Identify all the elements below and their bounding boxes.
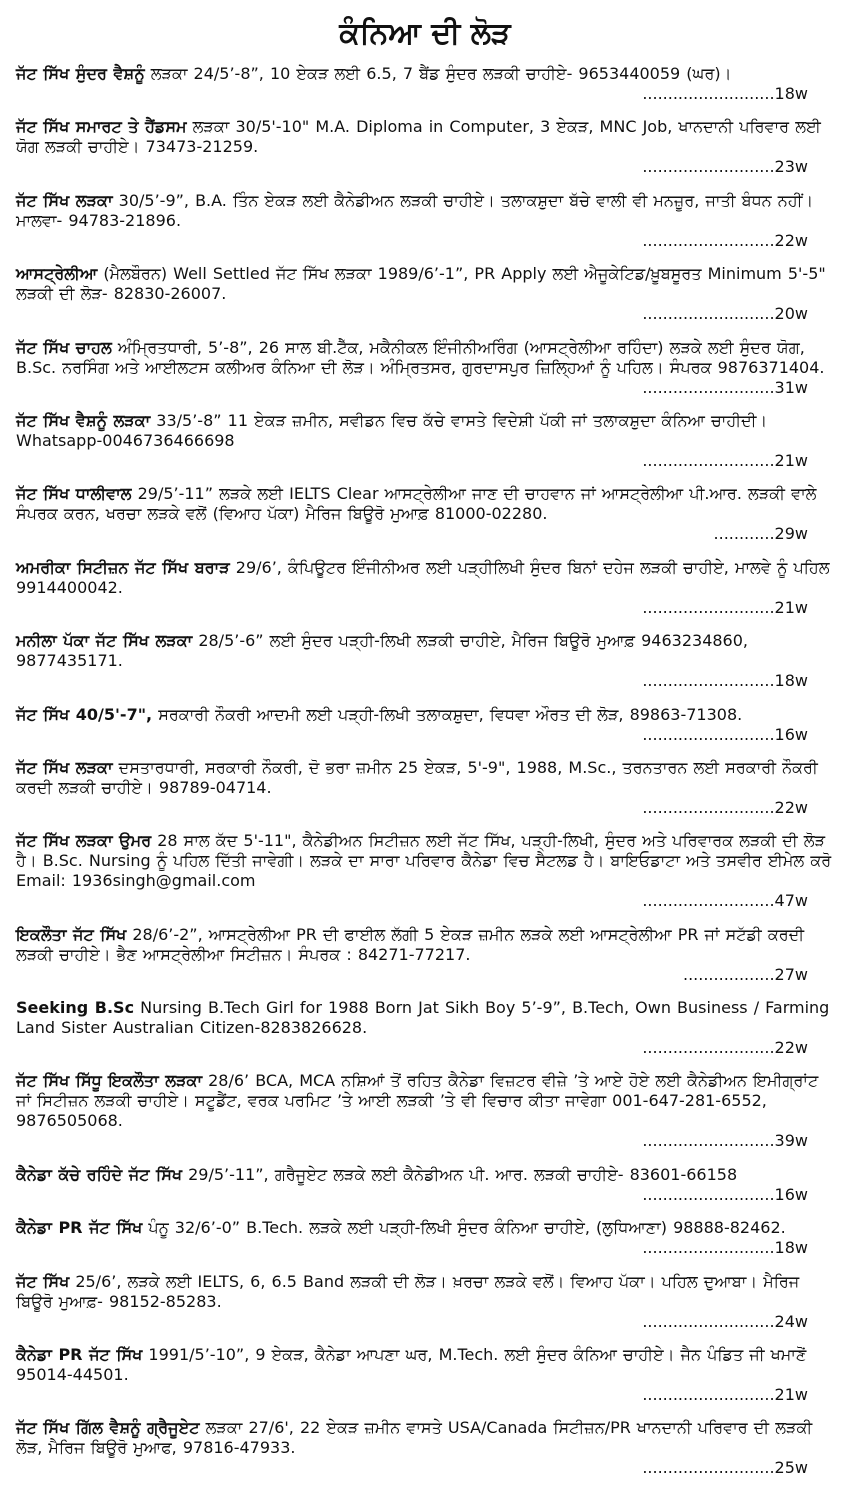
ad-heading: ਜੱਟ ਸਿੱਖ ਲੜਕਾ <box>16 190 113 210</box>
ad-heading: ਜੱਟ ਸਿੱਖ ਸੁੰਦਰ ਵੈਸ਼ਨੂੰ <box>16 64 145 83</box>
ad-text: ਦਸਤਾਰਧਾਰੀ, ਸਰਕਾਰੀ ਨੌਕਰੀ, ਦੋ ਭਰਾ ਜ਼ਮੀਨ 25 ਏਕੜ, 5'-9", 1988, M.Sc., ਤਰਨਤਾਰਨ ਲਈ ਸਰਕਾਰੀ ਨੌਕਰੀ ਕਰਦੀ ਲੜਕੀ ਚਾਹੀਏ। 98789-04714. <box>16 757 818 797</box>
ad-text: 28/5’-6” ਲਈ ਸੁੰਦਰ ਪੜ੍ਹੀ-ਲਿਖੀ ਲੜਕੀ ਚਾਹੀਏ, ਮੈਰਿਜ ਬਿਊਰੋ ਮੁਆਫ਼ 9463234860, 9877435171. <box>16 631 748 671</box>
ad-word-count: ..........................21w <box>642 1385 808 1405</box>
ad-text: ਲੜਕਾ 24/5’-8”, 10 ਏਕੜ ਲਈ 6.5, 7 ਬੈਂਡ ਸੁੰਦਰ ਲੜਕੀ ਚਾਹੀਏ- 9653440059 (ਘਰ)। <box>144 64 732 83</box>
ad-text: 28 ਸਾਲ ਕੱਦ 5'-11", ਕੈਨੇਡੀਅਨ ਸਿਟੀਜ਼ਨ ਲਈ ਜੱਟ ਸਿੱਖ, ਪੜ੍ਹੀ-ਲਿਖੀ, ਸੁੰਦਰ ਅਤੇ ਪਰਿਵਾਰਕ ਲੜਕੀ ਦੀ ਲੋੜ ਹੈ। B.Sc. Nursing ਨੂੰ ਪਹਿਲ ਦਿੱਤੀ ਜਾਵੇਗੀ। ਲੜਕੇ ਦਾ ਸਾਰਾ ਪਰਿਵਾਰ ਕੈਨੇਡਾ ਵਿਚ ਸੈਟਲਡ ਹੈ। ਬਾਇਓਡਾਟਾ ਅਤੇ ਤਸਵੀਰ ਈਮੇਲ ਕਰੋ Email: 1936singh@gmail.com <box>16 831 832 891</box>
ad-text: 29/5’-11” ਲੜਕੇ ਲਈ IELTS Clear ਆਸਟ੍ਰੇਲੀਆ ਜਾਣ ਦੀ ਚਾਹਵਾਨ ਜਾਂ ਆਸਟ੍ਰੇਲੀਆ ਪੀ.ਆਰ. ਲੜਕੀ ਵਾਲੇ ਸੰਪਰਕ ਕਰਨ, ਖਰਚਾ ਲੜਕੇ ਵਲੋਂ (ਵਿਆਹ ਪੱਕਾ) ਮੈਰਿਜ ਬਿਊਰੋ ਮੁਆਫ਼ 81000-02280. <box>16 484 817 524</box>
classified-ad <box>16 1071 834 1151</box>
classified-ad <box>16 831 834 911</box>
ad-text: (ਮੈਲਬੌਰਨ) Well Settled ਜੱਟ ਸਿੱਖ ਲੜਕਾ 1989/6’-1”, PR Apply ਲਈ ਐਜੂਕੇਟਿਡ/ਖ਼ੂਬਸੂਰਤ Minimum 5'-5" ਲੜਕੀ ਦੀ ਲੋੜ- 82830-26007. <box>16 264 826 304</box>
classified-ad <box>16 191 834 251</box>
ad-heading: ਕੈਨੇਡਾ PR ਜੱਟ ਸਿੱਖ <box>16 1345 143 1365</box>
ad-heading: ਜੱਟ ਸਿੱਖ ਸਮਾਰਟ ਤੇ ਹੈਂਡਸਮ <box>16 117 187 137</box>
page-title: ਕੰਨਿਆ ਦੀ ਲੋੜ <box>339 16 511 51</box>
ad-text: 29/5’-11”, ਗਰੈਜੂਏਟ ਲੜਕੇ ਲਈ ਕੈਨੇਡੀਅਨ ਪੀ. ਆਰ. ਲੜਕੀ ਚਾਹੀਏ- 83601-66158 <box>182 1164 738 1184</box>
ad-word-count: ..........................22w <box>642 230 808 250</box>
ad-separator <box>16 471 834 484</box>
ad-text: ਸਰਕਾਰੀ ਨੌਕਰੀ ਆਦਮੀ ਲਈ ਪੜ੍ਹੀ-ਲਿਖੀ ਤਲਾਕਸ਼ੁਦਾ, ਵਿਧਵਾ ਔਰਤ ਦੀ ਲੋੜ, 89863-71308. <box>152 704 743 724</box>
ad-text: ਲੜਕਾ 27/6', 22 ਏਕੜ ਜ਼ਮੀਨ ਵਾਸਤੇ USA/Canada ਸਿਟੀਜ਼ਨ/PR ਖਾਨਦਾਨੀ ਪਰਿਵਾਰ ਦੀ ਲੜਕੀ ਲੋੜ, ਮੈਰਿਜ ਬਿਊਰੋ ਮੁਆਫ, 97816-47933. <box>16 1418 813 1458</box>
ad-heading: ਜੱਟ ਸਿੱਖ ਧਾਲੀਵਾਲ <box>16 484 132 504</box>
ad-heading: Seeking B.Sc <box>16 998 135 1018</box>
ad-word-count: ..................27w <box>683 964 808 984</box>
ad-text: 33/5’-8” 11 ਏਕੜ ਜ਼ਮੀਨ, ਸਵੀਡਨ ਵਿਚ ਕੱਚੇ ਵਾਸਤੇ ਵਿਦੇਸ਼ੀ ਪੱਕੀ ਜਾਂ ਤਲਾਕਸ਼ੁਦਾ ਕੰਨਿਆ ਚਾਹੀਦੀ। Whatsapp-0046736466698 <box>16 410 768 450</box>
ad-word-count: ..........................18w <box>642 1238 808 1258</box>
ad-heading: ਜੱਟ ਸਿੱਖ ਲੜਕਾ <box>16 757 113 777</box>
classified-ad <box>16 338 834 398</box>
ad-heading: ਮਨੀਲਾ ਪੱਕਾ ਜੱਟ ਸਿੱਖ ਲੜਕਾ <box>16 631 193 651</box>
ad-separator <box>16 104 834 117</box>
ad-heading: ਅਮਰੀਕਾ ਸਿਟੀਜ਼ਨ ਜੱਟ ਸਿੱਖ ਬਰਾੜ <box>16 557 230 577</box>
ad-separator <box>16 324 834 337</box>
ad-text: 28/6’-2”, ਆਸਟ੍ਰੇਲੀਆ PR ਦੀ ਫਾਈਲ ਲੱਗੀ 5 ਏਕੜ ਜ਼ਮੀਨ ਲੜਕੇ ਲਈ ਆਸਟ੍ਰੇਲੀਆ PR ਜਾਂ ਸਟੱਡੀ ਕਰਦੀ ਲੜਕੀ ਚਾਹੀਏ। ਭੈਣ ਆਸਟ੍ਰੇਲੀਆ ਸਿਟੀਜ਼ਨ। ਸੰਪਰਕ : 84271-77217. <box>16 924 805 964</box>
ad-word-count: ..........................16w <box>642 724 808 744</box>
ad-heading: ਕੈਨੇਡਾ PR ਜੱਟ ਸਿੱਖ <box>16 1218 143 1238</box>
classified-ad <box>16 705 834 745</box>
ad-separator <box>16 985 834 998</box>
ad-word-count: ..........................21w <box>642 597 808 617</box>
classified-ad <box>16 411 834 471</box>
ad-separator <box>16 691 834 704</box>
ad-word-count: ..........................25w <box>642 1458 808 1478</box>
ad-word-count: ..........................47w <box>642 891 808 911</box>
ad-separator <box>16 1058 834 1071</box>
ad-heading: ਜੱਟ ਸਿੱਖ ਸਿੱਧੂ ਇਕਲੌਤਾ ਲੜਕਾ <box>16 1071 203 1091</box>
ad-separator <box>16 618 834 631</box>
ad-separator <box>16 911 834 924</box>
ad-heading: ਕੈਨੇਡਾ ਕੱਚੇ ਰਹਿੰਦੇ ਜੱਟ ਸਿੱਖ <box>16 1164 183 1184</box>
ad-separator <box>16 745 834 758</box>
ad-word-count: ..........................31w <box>642 377 808 397</box>
ad-text: 25/6’, ਲੜਕੇ ਲਈ IELTS, 6, 6.5 Band ਲੜਕੀ ਦੀ ਲੋੜ। ਖ਼ਰਚਾ ਲੜਕੇ ਵਲੋਂ। ਵਿਆਹ ਪੱਕਾ। ਪਹਿਲ ਦੁਆਬਾ। ਮੈਰਿਜ ਬਿਊਰੋ ਮੁਆਫ਼- 98152-85283. <box>16 1271 800 1311</box>
classified-ad <box>16 1218 834 1258</box>
ad-separator <box>16 177 834 190</box>
classified-ad <box>16 998 834 1058</box>
ad-heading: ਇਕਲੌਤਾ ਜੱਟ ਸਿੱਖ <box>16 924 127 944</box>
ad-heading: ਜੱਟ ਸਿੱਖ ਵੈਸ਼ਨੂੰ ਲੜਕਾ <box>16 410 151 430</box>
ad-separator <box>16 251 834 264</box>
ads-list <box>16 64 834 1478</box>
ad-word-count: ..........................18w <box>642 84 808 103</box>
ad-text: ਅੰਮ੍ਰਿਤਧਾਰੀ, 5’-8”, 26 ਸਾਲ ਬੀ.ਟੈੱਕ, ਮਕੈਨੀਕਲ ਇੰਜੀਨੀਅਰਿੰਗ (ਆਸਟ੍ਰੇਲੀਆ ਰਹਿੰਦਾ) ਲੜਕੇ ਲਈ ਸੁੰਦਰ ਯੋਗ, B.Sc. ਨਰਸਿੰਗ ਅਤੇ ਆਈਲਟਸ ਕਲੀਅਰ ਕੰਨਿਆ ਦੀ ਲੋੜ। ਅੰਮ੍ਰਿਤਸਰ, ਗੁਰਦਾਸਪੁਰ ਜ਼ਿਲ੍ਹਿਆਂ ਨੂੰ ਪਹਿਲ। ਸੰਪਰਕ 9876371404. <box>16 337 825 377</box>
ad-word-count: ..........................22w <box>642 797 808 817</box>
classified-ad <box>16 631 834 691</box>
ad-separator <box>16 818 834 831</box>
classified-ad <box>16 1165 834 1205</box>
ad-word-count: ..........................16w <box>642 1184 808 1204</box>
ad-separator <box>16 398 834 411</box>
ad-separator <box>16 544 834 557</box>
ad-text: 29/6’, ਕੰਪਿਊਟਰ ਇੰਜੀਨੀਅਰ ਲਈ ਪੜ੍ਹੀਲਿਖੀ ਸੁੰਦਰ ਬਿਨਾਂ ਦਹੇਜ ਲੜਕੀ ਚਾਹੀਏ, ਮਾਲਵੇ ਨੂੰ ਪਹਿਲ 9914400042. <box>16 557 830 597</box>
ad-word-count: ..........................18w <box>642 671 808 691</box>
ad-word-count: ..........................20w <box>642 304 808 324</box>
ad-text: Nursing B.Tech Girl for 1988 Born Jat Sikh Boy 5’-9”, B.Tech, Own Business / Farming Land Sister Australian Citizen-8283826628. <box>16 998 830 1038</box>
ad-word-count: ..........................22w <box>642 1038 808 1058</box>
classified-ad <box>16 64 834 104</box>
classified-ad <box>16 758 834 818</box>
ad-heading: ਜੱਟ ਸਿੱਖ ਚਾਹਲ <box>16 337 112 357</box>
ad-text: 30/5’-9”, B.A. ਤਿੰਨ ਏਕੜ ਲਈ ਕੈਨੇਡੀਅਨ ਲੜਕੀ ਚਾਹੀਏ। ਤਲਾਕਸ਼ੁਦਾ ਬੱਚੇ ਵਾਲੀ ਵੀ ਮਨਜ਼ੂਰ, ਜਾਤੀ ਬੰਧਨ ਨਹੀਂ। ਮਾਲਵਾ- 94783-21896. <box>16 190 814 230</box>
ad-heading: ਜੱਟ ਸਿੱਖ ਲੜਕਾ ਉਮਰ <box>16 831 152 851</box>
ad-word-count: ..........................23w <box>642 157 808 177</box>
ad-text: ਪੰਨੂ 32/6’-0” B.Tech. ਲੜਕੇ ਲਈ ਪੜ੍ਹੀ-ਲਿਖੀ ਸੁੰਦਰ ਕੰਨਿਆ ਚਾਹੀਏ, (ਲੁਧਿਆਣਾ) 98888-82462. <box>142 1218 786 1238</box>
ad-heading: ਆਸਟ੍ਰੇਲੀਆ <box>16 264 98 284</box>
ad-text: 1991/5’-10”, 9 ਏਕੜ, ਕੈਨੇਡਾ ਆਪਣਾ ਘਰ, M.Tech. ਲਈ ਸੁੰਦਰ ਕੰਨਿਆ ਚਾਹੀਏ। ਜੈਨ ਪੰਡਿਤ ਜੀ ਖਮਾਣੋਂ 95014-44501. <box>16 1345 807 1385</box>
ad-heading: ਜੱਟ ਸਿੱਖ <box>16 1271 70 1291</box>
ad-separator <box>16 1151 834 1164</box>
classified-ad <box>16 558 834 618</box>
ad-text: ਲੜਕਾ 30/5'-10" M.A. Diploma in Computer, 3 ਏਕੜ, MNC Job, ਖਾਨਦਾਨੀ ਪਰਿਵਾਰ ਲਈ ਯੋਗ ਲੜਕੀ ਚਾਹੀਏ। 73473-21259. <box>16 117 821 157</box>
ad-separator <box>16 1258 834 1271</box>
classified-ad <box>16 484 834 544</box>
classified-ad <box>16 1272 834 1332</box>
ad-word-count: ..........................24w <box>642 1311 808 1331</box>
ad-text: 28/6’ BCA, MCA ਨਸ਼ਿਆਂ ਤੋਂ ਰਹਿਤ ਕੈਨੇਡਾ ਵਿਜ਼ਟਰ ਵੀਜ਼ੇ ’ਤੇ ਆਏ ਹੋਏ ਲਈ ਕੈਨੇਡੀਅਨ ਇਮੀਗ੍ਰਾਂਟ ਜਾਂ ਸਿਟੀਜ਼ਨ ਲੜਕੀ ਚਾਹੀਏ। ਸਟੂਡੈਂਟ, ਵਰਕ ਪਰਮਿਟ ’ਤੇ ਆਈ ਲੜਕੀ ’ਤੇ ਵੀ ਵਿਚਾਰ ਕੀਤਾ ਜਾਵੇਗਾ 001-647-281-6552, 9876505068. <box>16 1071 819 1131</box>
classified-ad <box>16 264 834 324</box>
classified-ad <box>16 925 834 985</box>
classified-ad <box>16 1345 834 1405</box>
ad-word-count: ..........................39w <box>642 1131 808 1151</box>
ad-word-count: ............29w <box>713 524 808 544</box>
ad-heading: ਜੱਟ ਸਿੱਖ ਗਿੱਲ ਵੈਸ਼ਨੂੰ ਗ੍ਰੈਜੂਏਟ <box>16 1418 200 1438</box>
classified-ad <box>16 1418 834 1478</box>
ad-separator <box>16 1405 834 1418</box>
ad-separator <box>16 1332 834 1345</box>
ad-heading: ਜੱਟ ਸਿੱਖ 40/5'-7", <box>16 704 153 724</box>
ad-separator <box>16 1205 834 1218</box>
classified-ad <box>16 117 834 177</box>
ad-word-count: ..........................21w <box>642 450 808 470</box>
